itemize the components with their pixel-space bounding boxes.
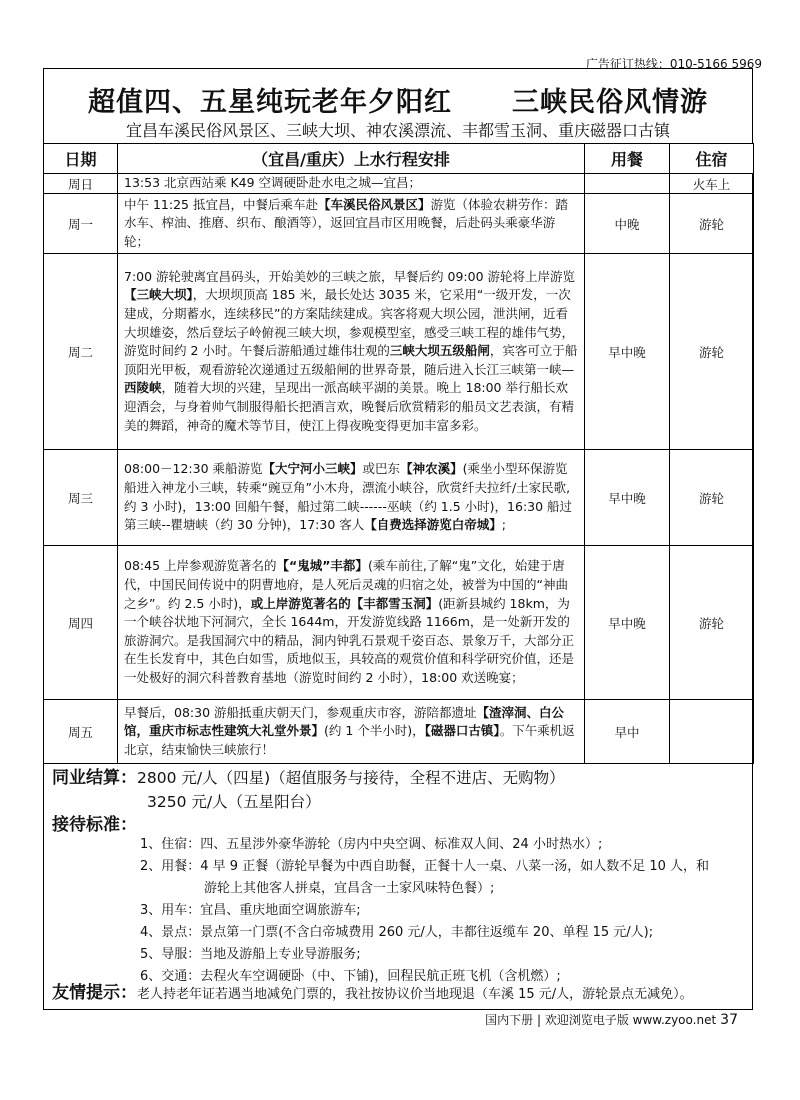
row-desc: 13:53 北京西站乘 K49 空调硬卧赴水电之城—宜昌； xyxy=(118,174,585,194)
row-day: 周四 xyxy=(44,546,118,700)
row-meal: 早中晚 xyxy=(585,546,670,700)
row-desc: 中午 11:25 抵宜昌，中餐后乘车赴【车溪民俗风景区】游览（体验农耕劳作：踏水车、榨油、推磨、织布、酿酒等），返回宜昌市区用晚餐，后赴码头乘豪华游轮； xyxy=(118,194,585,254)
row-stay: 游轮 xyxy=(670,254,754,450)
table-row xyxy=(44,700,754,764)
settlement-price-4star: 2800 元/人（四星)（超值服务与接待，全程不进店、无购物） xyxy=(137,769,565,787)
standard-item: 6、交通：去程火车空调硬卧（中、下铺)，回程民航正班飞机（含机燃）; xyxy=(140,969,561,984)
standard-item: 1、住宿：四、五星涉外豪华游轮（房内中央空调、标准双人间、24 小时热水）; xyxy=(140,837,603,852)
row-day: 周一 xyxy=(44,194,118,254)
row-meal: 早中晚 xyxy=(585,450,670,546)
ad-hotline: 广告征订热线：010-5166 5969 xyxy=(585,57,762,71)
row-day: 周五 xyxy=(44,700,118,764)
header-day: 日期 xyxy=(44,144,118,174)
title-part-1: 超值四、五星纯玩老年夕阳红 xyxy=(88,87,452,118)
settlement-line-1 xyxy=(52,766,565,790)
page-subtitle: 宜昌车溪民俗风景区、三峡大坝、神农溪漂流、丰都雪玉洞、重庆磁器口古镇 xyxy=(125,121,670,140)
title-part-2: 三峡民俗风情游 xyxy=(512,87,708,118)
tips-text: 老人持老年证若遇当地减免门票的，我社按协议价当地现退（车溪 15 元/人，游轮景点无减免）。 xyxy=(137,987,693,1002)
standard-item: 2、用餐：4 早 9 正餐（游轮早餐为中西自助餐，正餐十人一桌、八菜一汤，如人数不足 10 人，和 xyxy=(140,859,710,874)
itinerary-table xyxy=(43,143,754,764)
row-meal: 早中晚 xyxy=(585,254,670,450)
row-stay: 游轮 xyxy=(670,450,754,546)
table-row xyxy=(44,450,754,546)
standard-item: 3、用车：宜昌、重庆地面空调旅游车; xyxy=(140,903,361,918)
row-desc: 早餐后，08:30 游船抵重庆朝天门，参观重庆市容，游陪都遗址【渣滓洞、白公馆，重庆市标志性建筑大礼堂外景】(约 1 个半小时)，【磁器口古镇】。下午乘机返北京，结束愉快三峡旅行！ xyxy=(118,700,585,764)
row-day: 周二 xyxy=(44,254,118,450)
page-number: 37 xyxy=(720,1012,738,1028)
friendly-tips xyxy=(52,978,693,1003)
header-itinerary: （宜昌/重庆）上水行程安排 xyxy=(118,144,585,174)
standard-item-continuation: 游轮上其他客人拼桌，宜昌含一土家风味特色餐）; xyxy=(204,881,495,896)
standard-item: 5、导服：当地及游船上专业导游服务; xyxy=(140,947,361,962)
standards-label: 接待标准： xyxy=(52,815,137,835)
standard-item: 4、景点：景点第一门票(不含白帝城费用 260 元/人，丰都往返缆车 20、单程 15 元/人); xyxy=(140,925,654,940)
header-stay: 住宿 xyxy=(670,144,754,174)
row-meal xyxy=(585,174,670,194)
tips-label: 友情提示： xyxy=(52,983,137,1003)
row-day: 周三 xyxy=(44,450,118,546)
header-meal: 用餐 xyxy=(585,144,670,174)
row-desc: 7:00 游轮驶离宜昌码头，开始美妙的三峡之旅，早餐后约 09:00 游轮将上岸游览【三峡大坝】，大坝坝顶高 185 米，最长处达 3035 米，它采用“一级开发，一次建成，分期蓄水，连续移民”的方案陆续建成。宾客将观大坝公园，泄洪闸，近看大坝雄姿，然后登坛子岭俯视三峡大坝，参观模型室，感受三峡工程的雄伟气势，游览时间约 2 小时。午餐后游船通过雄伟壮观的三峡大坝五级船闸，宾客可立于船顶阳光甲板，观看游轮次递通过五级船闸的世界奇景，随后进入长江三峡第一峡—西陵峡，随着大坝的兴建，呈现出一派高峡平湖的美景。晚上 18:00 举行船长欢迎酒会，与身着帅气制服得船长把酒言欢，晚餐后欣赏精彩的船员文艺表演，有精美的舞蹈，神奇的魔术等节目，使江上得夜晚变得更加丰富多彩。 xyxy=(118,254,585,450)
row-stay: 游轮 xyxy=(670,194,754,254)
settlement-price-5star: 3250 元/人（五星阳台） xyxy=(147,793,321,811)
standards-list xyxy=(140,834,745,988)
table-row xyxy=(44,174,754,194)
row-stay: 火车上 xyxy=(670,174,754,194)
table-row xyxy=(44,194,754,254)
settlement-section xyxy=(52,766,565,814)
footer-text: 国内下册 | 欢迎浏览电子版 www.zyoo.net xyxy=(485,1013,717,1027)
table-header-row xyxy=(44,144,754,174)
row-stay: 游轮 xyxy=(670,546,754,700)
page-title xyxy=(43,80,753,119)
table-row xyxy=(44,254,754,450)
row-day: 周日 xyxy=(44,174,118,194)
table-row xyxy=(44,546,754,700)
row-desc: 08:00－12:30 乘船游览【大宁河小三峡】或巴东【神农溪】(乘坐小型环保游览船进入神龙小三峡，转乘“豌豆角”小木舟，漂流小峡谷，欣赏纤夫拉纤/土家民歌,约 3 小时)，13:00 回船午餐，船过第二峡------巫峡（约 1.5 小时)，16:30 船过第三峡--瞿塘峡（约 30 分钟)，17:30 客人【自费选择游览白帝城】; xyxy=(118,450,585,546)
row-stay xyxy=(670,700,754,764)
row-meal: 中晚 xyxy=(585,194,670,254)
row-desc: 08:45 上岸参观游览著名的【“鬼城”丰都】(乘车前往,了解“鬼”文化，始建于唐代，中国民间传说中的阴曹地府，是人死后灵魂的归宿之处，被誉为中国的“神曲之乡”。约 2.5 小时)，或上岸游览著名的【丰都雪玉洞】(距新县城约 18km，为一个峡谷状地下河洞穴，全长 1644m，开发游览线路 1166m，是一处新开发的旅游洞穴。是我国洞穴中的精品，洞内钟乳石景观千姿百态、景象万千，大部分正在生长发育中，其色白如雪，质地似玉，具较高的观赏价值和科学研究价值，还是一处极好的洞穴科普教育基地（游览时间约 2 小时），18:00 欢送晚宴； xyxy=(118,546,585,700)
page-footer xyxy=(485,1011,738,1028)
settlement-label: 同业结算： xyxy=(52,768,137,788)
row-meal: 早中 xyxy=(585,700,670,764)
